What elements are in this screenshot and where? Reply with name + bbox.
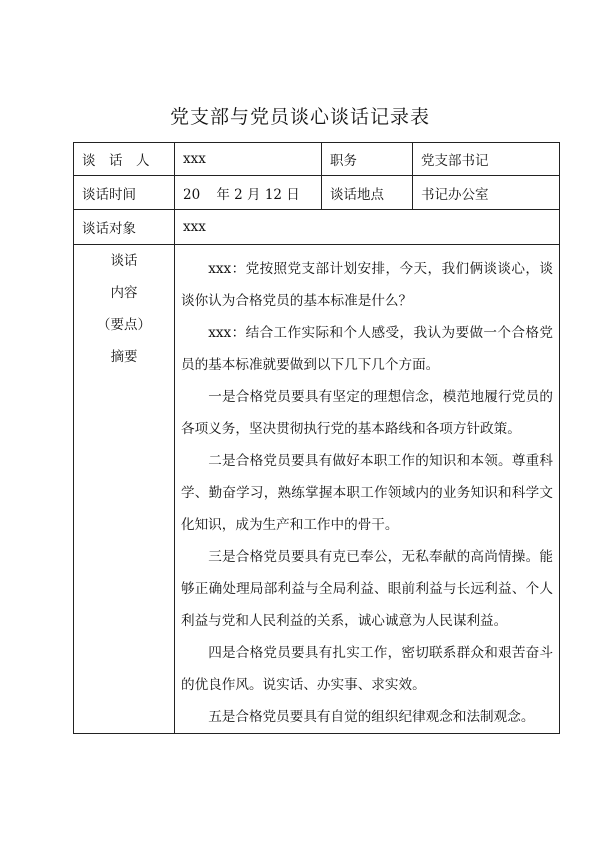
label-time: 谈话时间 xyxy=(74,176,175,210)
table-row-content xyxy=(74,245,560,734)
talk-record-table xyxy=(73,142,560,734)
content-paragraph: xxx：结合工作实际和个人感受，我认为要做一个合格党员的基本标准就要做到以下几下几个方面。 xyxy=(181,325,553,373)
table-row-target xyxy=(74,210,560,245)
content-paragraph: 五是合格党员要具有自觉的组织纪律观念和法制观念。 xyxy=(208,709,535,725)
content-paragraph: 三是合格党员要具有克已奉公，无私奉献的高尚情操。能够正确处理局部利益与全局利益、眼前利益与长远利益、个人利益与党和人民利益的关系，诚心诚意为人民谋利益。 xyxy=(181,549,553,629)
content-paragraph: 二是合格党员要具有做好本职工作的知识和本领。尊重科学、勤奋学习，熟练掌握本职工作领域内的业务知识和科学文化知识，成为生产和工作中的骨干。 xyxy=(181,453,553,533)
side-label-line: （要点） xyxy=(97,317,151,333)
value-target: xxx xyxy=(175,210,560,245)
value-time xyxy=(175,176,322,210)
label-target: 谈话对象 xyxy=(74,210,175,245)
value-talker: xxx xyxy=(175,143,322,176)
value-position: 党支部书记 xyxy=(413,143,560,176)
label-talker: 谈 话 人 xyxy=(74,143,175,176)
content-paragraph: xxx：党按照党支部计划安排，今天，我们俩谈谈心，谈谈你认为合格党员的基本标准是什么？ xyxy=(181,261,553,309)
side-label-line: 内容 xyxy=(110,285,138,301)
table-row-talker xyxy=(74,143,560,176)
content-summary xyxy=(175,245,560,734)
content-paragraph: 四是合格党员要具有扎实工作，密切联系群众和艰苦奋斗的优良作风。说实话、办实事、求实效。 xyxy=(181,645,553,693)
side-label-line: 谈话 xyxy=(110,253,138,269)
side-label-line: 摘要 xyxy=(110,349,138,365)
label-place: 谈话地点 xyxy=(322,176,413,210)
label-position: 职务 xyxy=(322,143,413,176)
document-title: 党支部与党员谈心谈话记录表 xyxy=(169,106,430,128)
table-row-time xyxy=(74,176,560,210)
value-time-date: 年 2 月 12 日 xyxy=(216,186,300,203)
value-place: 书记办公室 xyxy=(413,176,560,210)
label-content-summary xyxy=(74,245,175,734)
content-paragraph: 一是合格党员要具有坚定的理想信念，模范地履行党员的各项义务，坚决贯彻执行党的基本路线和各项方针政策。 xyxy=(181,389,553,437)
value-time-year: 20 xyxy=(183,186,201,203)
